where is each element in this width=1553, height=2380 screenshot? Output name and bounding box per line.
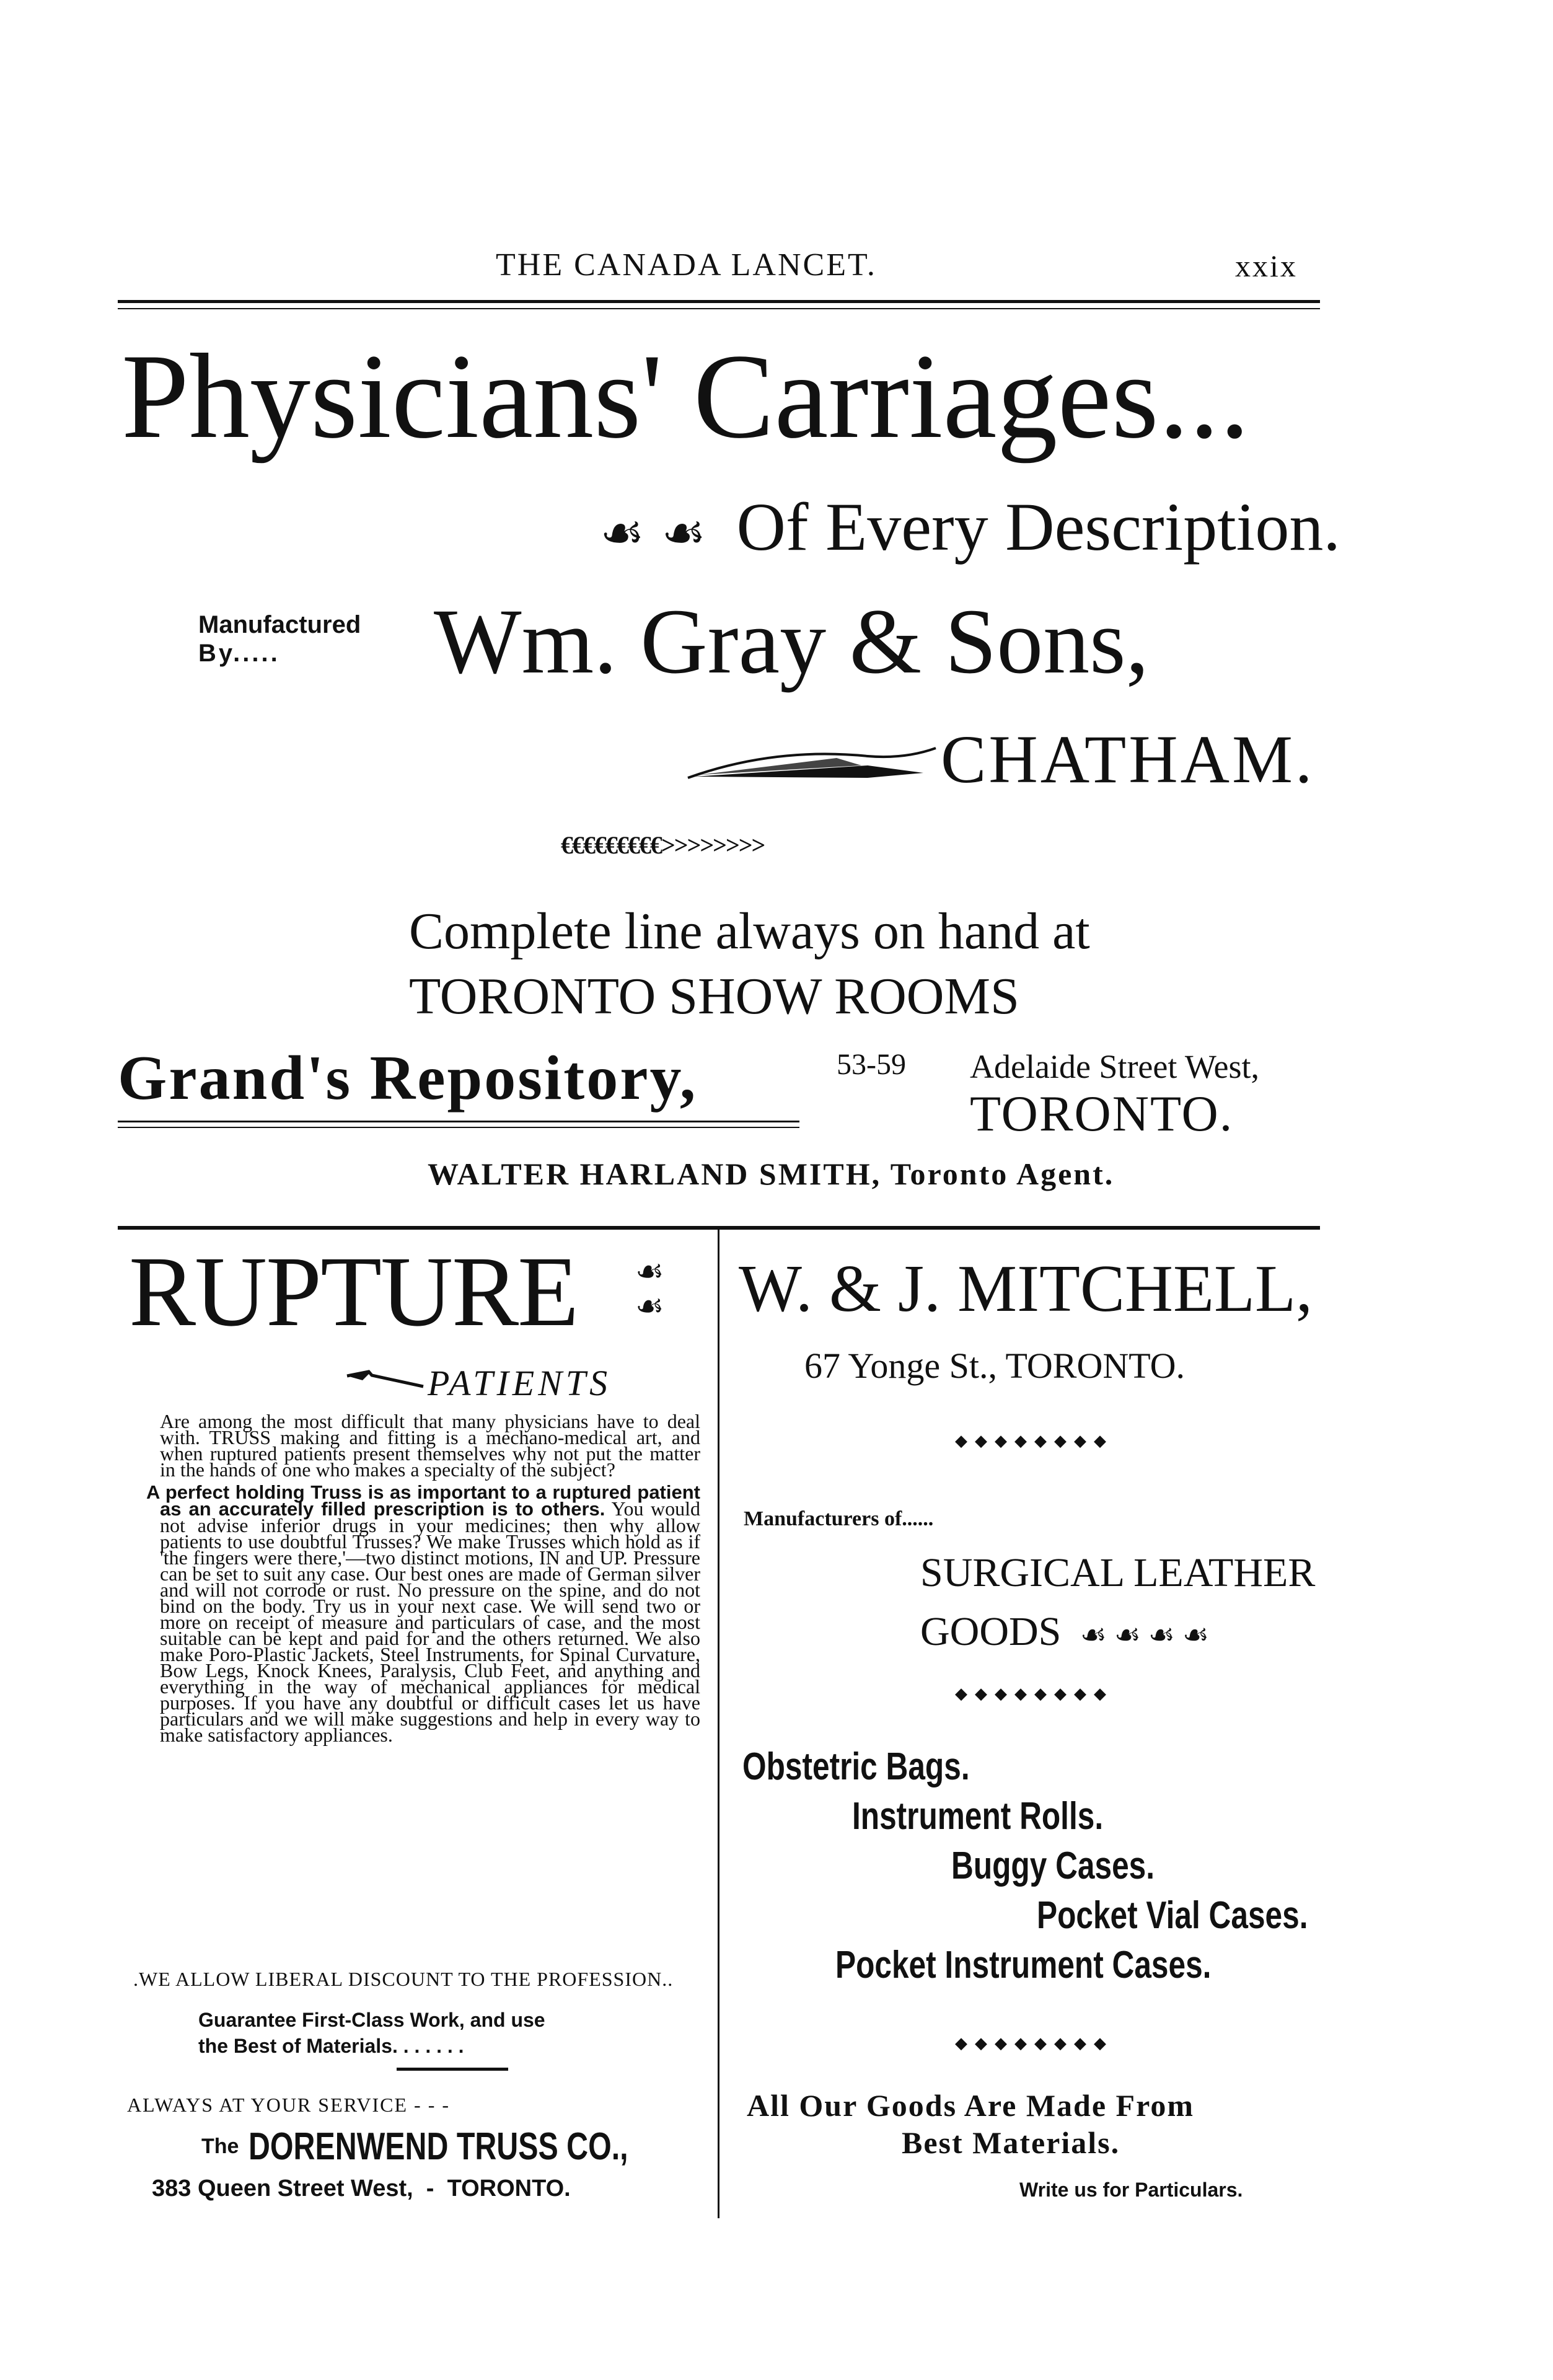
- diamond-divider: ◆ ◆ ◆ ◆ ◆ ◆ ◆ ◆: [955, 1685, 1106, 1703]
- manufacturers-of: Manufacturers of......: [744, 1507, 934, 1530]
- surgical-leather: SURGICAL LEATHER: [920, 1550, 1316, 1595]
- item-pocket-vial-cases: Pocket Vial Cases.: [1037, 1894, 1308, 1937]
- write-for-particulars: Write us for Particulars.: [1019, 2179, 1243, 2201]
- header-rule-bottom: [118, 308, 1320, 309]
- clover-ornament-icon: ☙ ☙ ☙ ☙: [1080, 1619, 1209, 1652]
- running-header-title: THE CANADA LANCET.: [496, 247, 877, 283]
- carriages-headline: Physicians' Carriages...: [121, 329, 1250, 464]
- item-pocket-instrument-cases: Pocket Instrument Cases.: [835, 1944, 1212, 1986]
- clover-ornament-icon: ☙: [635, 1289, 664, 1324]
- repository-rule-1: [118, 1121, 799, 1122]
- diamond-divider: ◆ ◆ ◆ ◆ ◆ ◆ ◆ ◆: [955, 2034, 1106, 2052]
- column-divider: [718, 1230, 719, 2218]
- item-buggy-cases: Buggy Cases.: [951, 1844, 1155, 1887]
- complete-line-text: Complete line always on hand at: [409, 902, 1090, 960]
- mitchell-title: W. & J. MITCHELL,: [739, 1252, 1313, 1326]
- carriages-subline-row: [600, 490, 1340, 571]
- maker-name: Wm. Gray & Sons,: [434, 590, 1150, 693]
- pen-flourish-icon: [682, 741, 942, 790]
- made-by-label: Manufactured By.....: [198, 611, 361, 667]
- rupture-title: RUPTURE: [129, 1236, 578, 1347]
- all-goods-line1: All Our Goods Are Made From: [747, 2088, 1195, 2123]
- address-street: Adelaide Street West,: [970, 1048, 1260, 1085]
- decorative-ornament-row: €€€€€€€€€>>>>>>>>: [561, 831, 765, 859]
- rupture-paragraph-2: A perfect holding Truss is as important to a ruptured patient as an accurately filled prescription is to others. You would not advise inferior drugs in your medicines; then why allow patients to use doubtful Trusses? We make Trusses which hold as if 'the fingers were there,'—two distinct motions, IN and UP. Pressure can be set to suit any case. Our best ones are made of German silver and will not corrode or rust. No pressure on the spine, and do not bind on the body. Try us in your next case. We will send two or more on receipt of measure and particulars of case, and the most suitable can be kept and paid for and the others returned. We also make Poro-Plastic Jackets, Steel Instruments, for Spinal Curvature, Bow Legs, Knock Knees, Paralysis, Club Feet, and anything and everything in the way of mechanical appliances for medical purposes. If you have any doubtful or difficult cases let us have particulars and we will make suggestions and help in every way to make satisfactory appliances.: [146, 1481, 700, 1746]
- pointing-hand-icon: [344, 1367, 425, 1391]
- company-prefix: The: [201, 2135, 239, 2158]
- mitchell-address: 67 Yonge St., TORONTO.: [804, 1346, 1185, 1386]
- goods-row: [920, 1608, 1209, 1655]
- dorenwend-address: 383 Queen Street West, - TORONTO.: [152, 2175, 571, 2202]
- all-goods-line2: Best Materials.: [902, 2125, 1120, 2160]
- toronto-show-rooms: TORONTO SHOW ROOMS: [409, 967, 1019, 1025]
- grands-repository: Grand's Repository,: [118, 1043, 698, 1113]
- dorenwend-company-row: [201, 2125, 736, 2169]
- goods-label: GOODS: [920, 1609, 1062, 1654]
- address-number: 53-59: [837, 1048, 906, 1081]
- repository-rule-2: [118, 1127, 799, 1128]
- toronto-agent: WALTER HARLAND SMITH, Toronto Agent.: [428, 1157, 1115, 1191]
- dorenwend-truss-co: DORENWEND TRUSS CO.,: [249, 2125, 629, 2168]
- address-city: TORONTO.: [970, 1085, 1234, 1142]
- clover-ornament-icon: ☙: [661, 506, 706, 561]
- chatham: CHATHAM.: [941, 721, 1315, 797]
- carriages-subline: Of Every Description.: [736, 489, 1340, 565]
- rupture-paragraph-1: Are among the most difficult that many physicians have to deal with. TRUSS making and fitting is a mechano-medical art, and when ruptured patients present themselves why not put the matter in the hands of one who makes a specialty of the subject?: [160, 1410, 700, 1481]
- item-instrument-rolls: Instrument Rolls.: [852, 1795, 1104, 1838]
- item-obstetric-bags: Obstetric Bags.: [742, 1745, 970, 1788]
- rupture-column-text: [146, 1410, 700, 1746]
- guarantee-text: Guarantee First-Class Work, and use the Best of Materials. . . . . . .: [198, 2009, 545, 2057]
- always-at-service: ALWAYS AT YOUR SERVICE - - -: [127, 2094, 451, 2116]
- patients-subtitle: PATIENTS: [428, 1363, 612, 1403]
- clover-ornament-icon: ☙: [635, 1254, 664, 1290]
- diamond-divider: ◆ ◆ ◆ ◆ ◆ ◆ ◆ ◆: [955, 1432, 1106, 1450]
- header-rule-top: [118, 300, 1320, 303]
- liberal-discount: .WE ALLOW LIBERAL DISCOUNT TO THE PROFESSION..: [133, 1968, 674, 1990]
- page-number: xxix: [1235, 249, 1298, 283]
- rupture-ornament: [635, 1255, 664, 1324]
- short-rule: [397, 2068, 508, 2071]
- clover-ornament-icon: ☙: [600, 506, 645, 561]
